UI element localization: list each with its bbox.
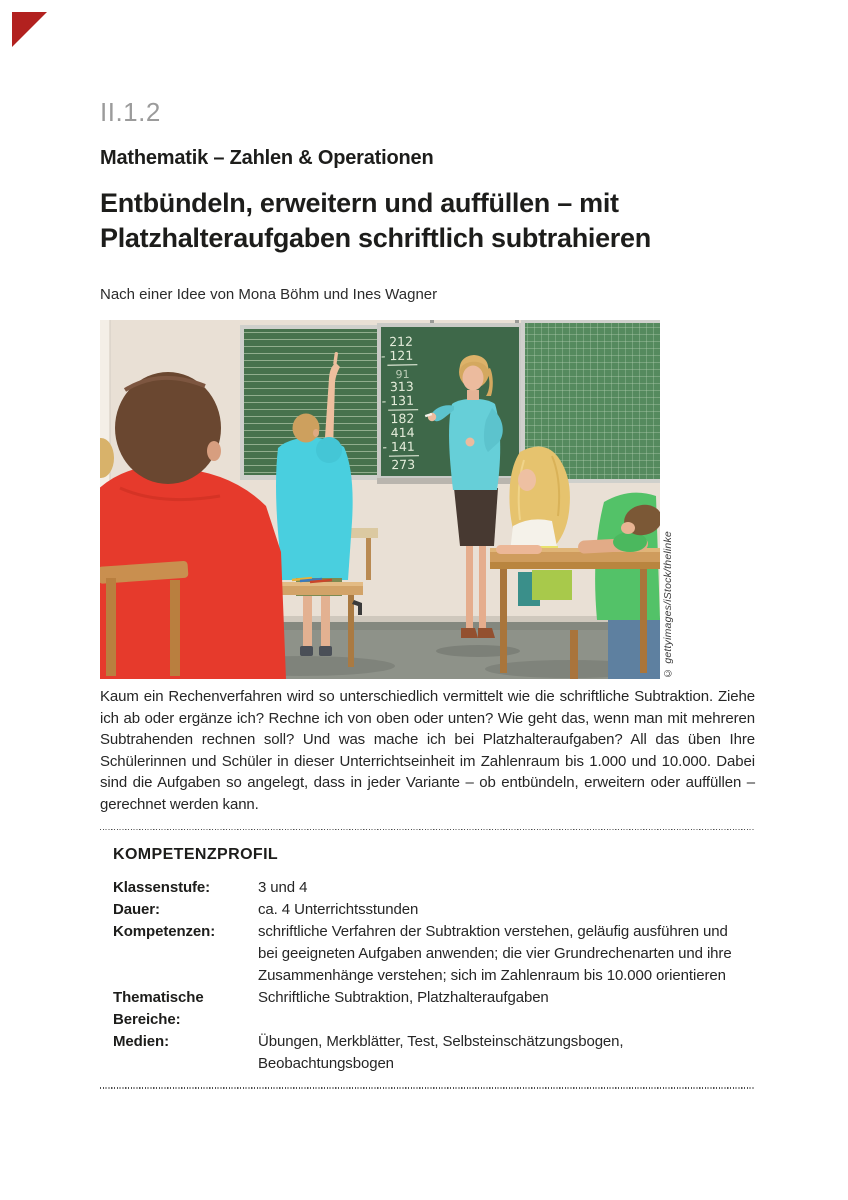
profile-row: [113, 921, 749, 987]
kompetenzprofil-box: [100, 829, 755, 1089]
profile-row-label: Dauer:: [113, 901, 160, 919]
classroom-photo-illustration: [100, 320, 660, 679]
byline: Nach einer Idee von Mona Böhm und Ines Wagner: [100, 286, 438, 303]
profile-row-value: schriftliche Verfahren der Subtraktion verstehen, geläufig ausführen und bei geeigneten Aufgaben anwenden; die vier Grundrechenarten und ihre Zusammenhänge verstehen; sich im Zahlenraum bis 10.000 orientieren: [258, 923, 732, 985]
svg-text:91: 91: [395, 367, 410, 382]
profile-row: [113, 899, 749, 921]
profile-row-label: Thematische Bereiche:: [113, 989, 204, 1029]
profile-row-label: Klassenstufe:: [113, 879, 211, 897]
classroom-photo: [100, 320, 674, 679]
svg-text:212: 212: [388, 333, 414, 350]
profile-row-label: Kompetenzen:: [113, 923, 216, 941]
box-bottom-border: [100, 1087, 755, 1088]
svg-text:273: 273: [391, 456, 416, 473]
profile-row-value: 3 und 4: [258, 879, 308, 897]
profile-row-label: Medien:: [113, 1033, 169, 1051]
profile-row: [113, 987, 749, 1031]
profile-row-value: Schriftliche Subtraktion, Platzhalteraufgaben: [258, 989, 549, 1007]
profile-row-value: ca. 4 Unterrichtsstunden: [258, 901, 419, 919]
svg-text:- 131: - 131: [381, 392, 415, 409]
corner-triangle: [12, 12, 47, 47]
content-column: [100, 0, 755, 1089]
svg-text:- 141: - 141: [382, 438, 415, 455]
page-title: Entbündeln, erweitern und auffüllen – mit Platzhalteraufgaben schriftlich subtrahieren: [100, 188, 651, 253]
photo-credit: © gettyimages/iStock/thelinke: [662, 531, 674, 679]
profile-row: [113, 1031, 749, 1075]
intro-paragraph: Kaum ein Rechenverfahren wird so unterschiedlich vermittelt wie die schriftliche Subtraktion. Ziehe ich ab oder ergänze ich? Rechne ich von oben oder unten? Wie geht das, wenn man mit mehreren Subtrahenden rechnen soll? Und was mache ich bei Platzhalteraufgaben? All das üben Ihre Schülerinnen und Schüler in dieser Unterrichtseinheit im Zahlenraum bis 1.000 und 10.000. Dabei sind die Aufgaben so angelegt, dass in jeder Variante – ob entbündeln, erweitern oder auffüllen – gerechnet werden kann.: [100, 688, 755, 813]
profile-row-value: Übungen, Merkblätter, Test, Selbsteinschätzungsbogen, Beobachtungsbogen: [258, 1033, 624, 1073]
section-number: II.1.2: [100, 97, 161, 127]
svg-text:- 121: - 121: [380, 347, 414, 364]
box-heading: KOMPETENZPROFIL: [113, 846, 279, 864]
svg-text:414: 414: [390, 424, 415, 441]
profile-row: [113, 877, 749, 899]
svg-text:182: 182: [390, 410, 415, 427]
svg-text:313: 313: [389, 378, 414, 395]
student-girl: [509, 447, 572, 606]
profile-rows: [113, 877, 749, 1075]
subject-heading: Mathematik – Zahlen & Operationen: [100, 147, 434, 169]
